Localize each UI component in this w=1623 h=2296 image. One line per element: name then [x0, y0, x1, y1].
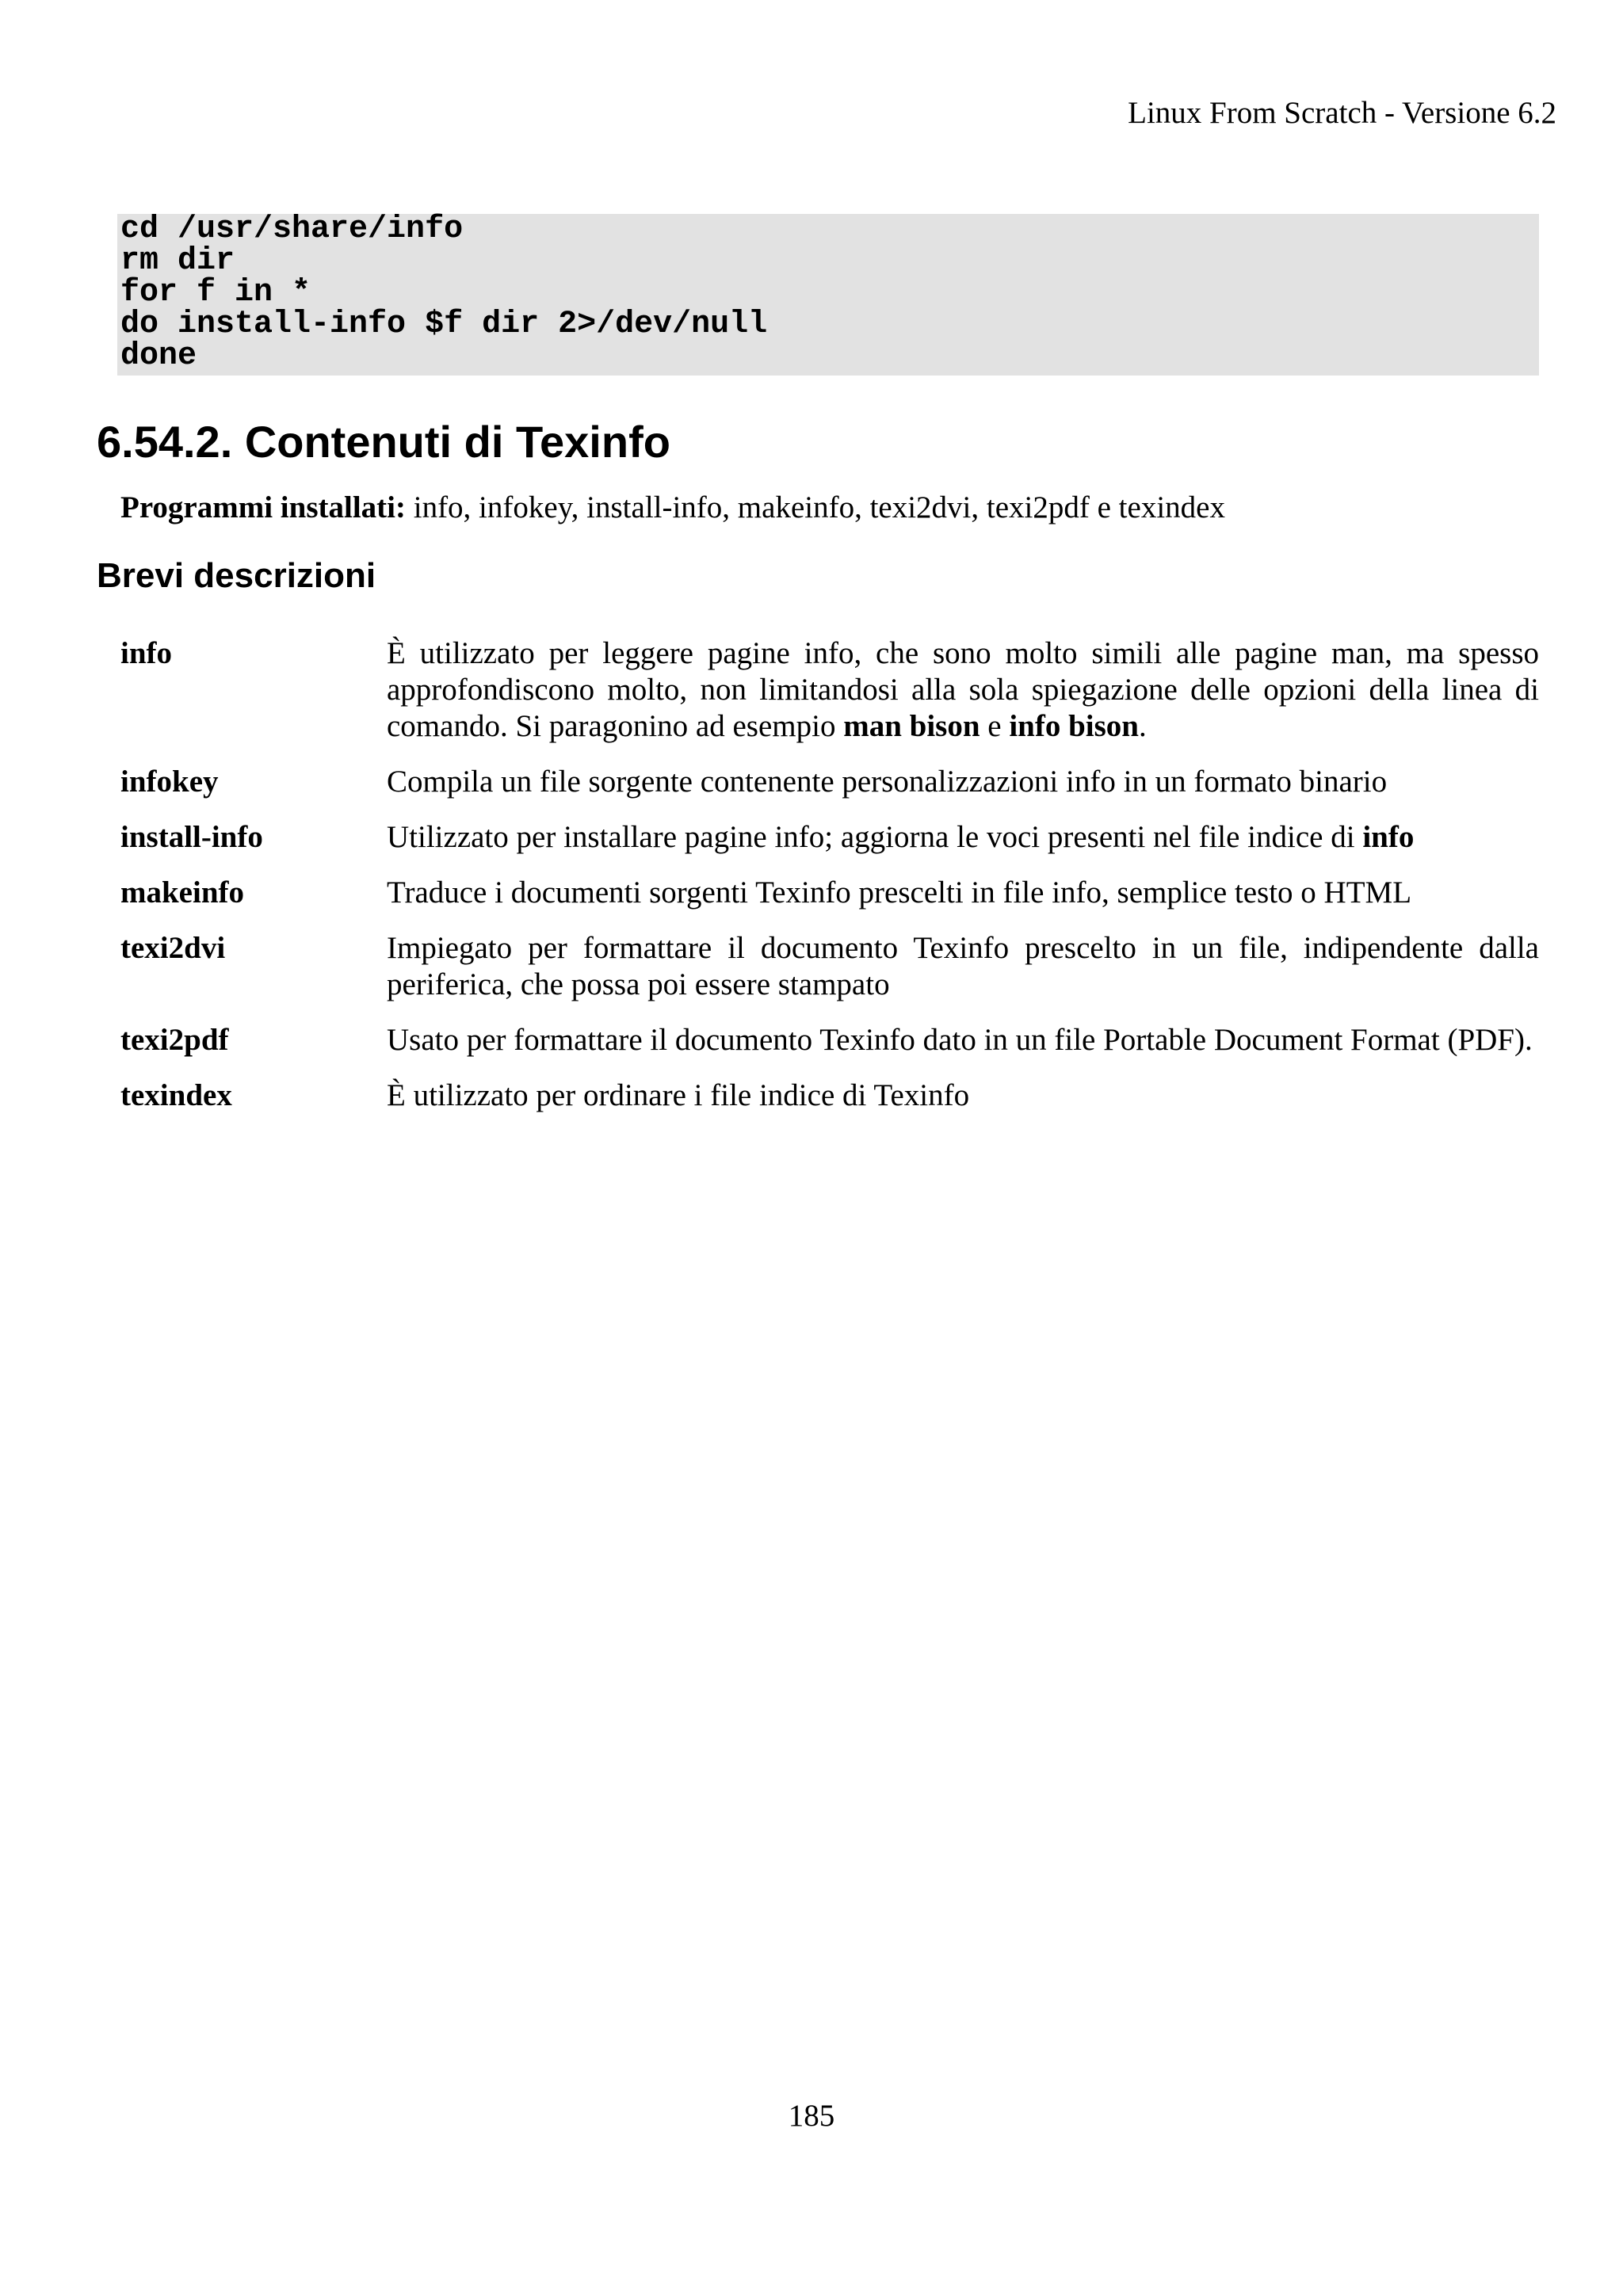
description-term: info	[120, 636, 173, 670]
installed-programs-label: Programmi installati:	[120, 490, 406, 524]
description-text-part: Utilizzato per installare pagine info; aggiorna le voci presenti nel file indice di	[387, 820, 1363, 854]
description-list	[120, 635, 1539, 1133]
page-number: 185	[788, 2099, 835, 2133]
description-term: texindex	[120, 1078, 232, 1112]
description-text: Usato per formattare il documento Texinfo dato in un file Portable Document Format (PDF).	[387, 1023, 1533, 1057]
description-text-part: .	[1139, 709, 1147, 743]
description-term: makeinfo	[120, 875, 244, 910]
description-text: Impiegato per formattare il documento Texinfo prescelto in un file, indipendente dalla periferica, che possa poi essere stampato	[387, 931, 1539, 1001]
description-entry-texi2pdf	[120, 1022, 1539, 1058]
command-reference: info	[1362, 820, 1415, 854]
description-term: infokey	[120, 765, 219, 799]
code-line: cd /usr/share/info	[120, 212, 464, 247]
description-term: texi2dvi	[120, 931, 226, 965]
description-text	[387, 635, 1539, 745]
installed-programs-list: info, infokey, install-info, makeinfo, texi2dvi, texi2pdf e texindex	[405, 490, 1225, 524]
command-reference: info bison	[1009, 709, 1139, 743]
description-entry-texi2dvi	[120, 930, 1539, 1003]
command-reference: man bison	[843, 709, 980, 743]
description-text: Compila un file sorgente contenente personalizzazioni info in un formato binario	[387, 765, 1388, 799]
descriptions-title: Brevi descrizioni	[97, 556, 376, 595]
code-line: do install-info $f dir 2>/dev/null	[120, 307, 768, 342]
description-entry-info	[120, 635, 1539, 745]
description-entry-install-info	[120, 819, 1539, 856]
running-header: Linux From Scratch - Versione 6.2	[1128, 96, 1556, 130]
description-text	[387, 819, 1539, 856]
description-text-part: e	[980, 709, 1010, 743]
description-text: Traduce i documenti sorgenti Texinfo prescelti in file info, semplice testo o HTML	[387, 875, 1412, 910]
section-title: 6.54.2. Contenuti di Texinfo	[97, 417, 670, 467]
description-entry-texindex	[120, 1077, 1539, 1114]
code-line: rm dir	[120, 243, 235, 279]
description-text-part: È utilizzato per leggere pagine info, che sono molto simili alle pagine man, ma spesso approfondiscono molto, non limitandosi alla sola spiegazione delle opzioni della linea di comando. Si paragonino ad esempio	[387, 636, 1539, 743]
description-entry-makeinfo	[120, 875, 1539, 911]
description-text: È utilizzato per ordinare i file indice di Texinfo	[387, 1078, 970, 1112]
description-entry-infokey	[120, 764, 1539, 800]
installed-programs	[120, 489, 1225, 527]
description-term: texi2pdf	[120, 1023, 229, 1057]
description-term: install-info	[120, 820, 263, 854]
code-line: for f in *	[120, 275, 311, 311]
code-block	[117, 214, 1539, 376]
code-line: done	[120, 338, 197, 374]
